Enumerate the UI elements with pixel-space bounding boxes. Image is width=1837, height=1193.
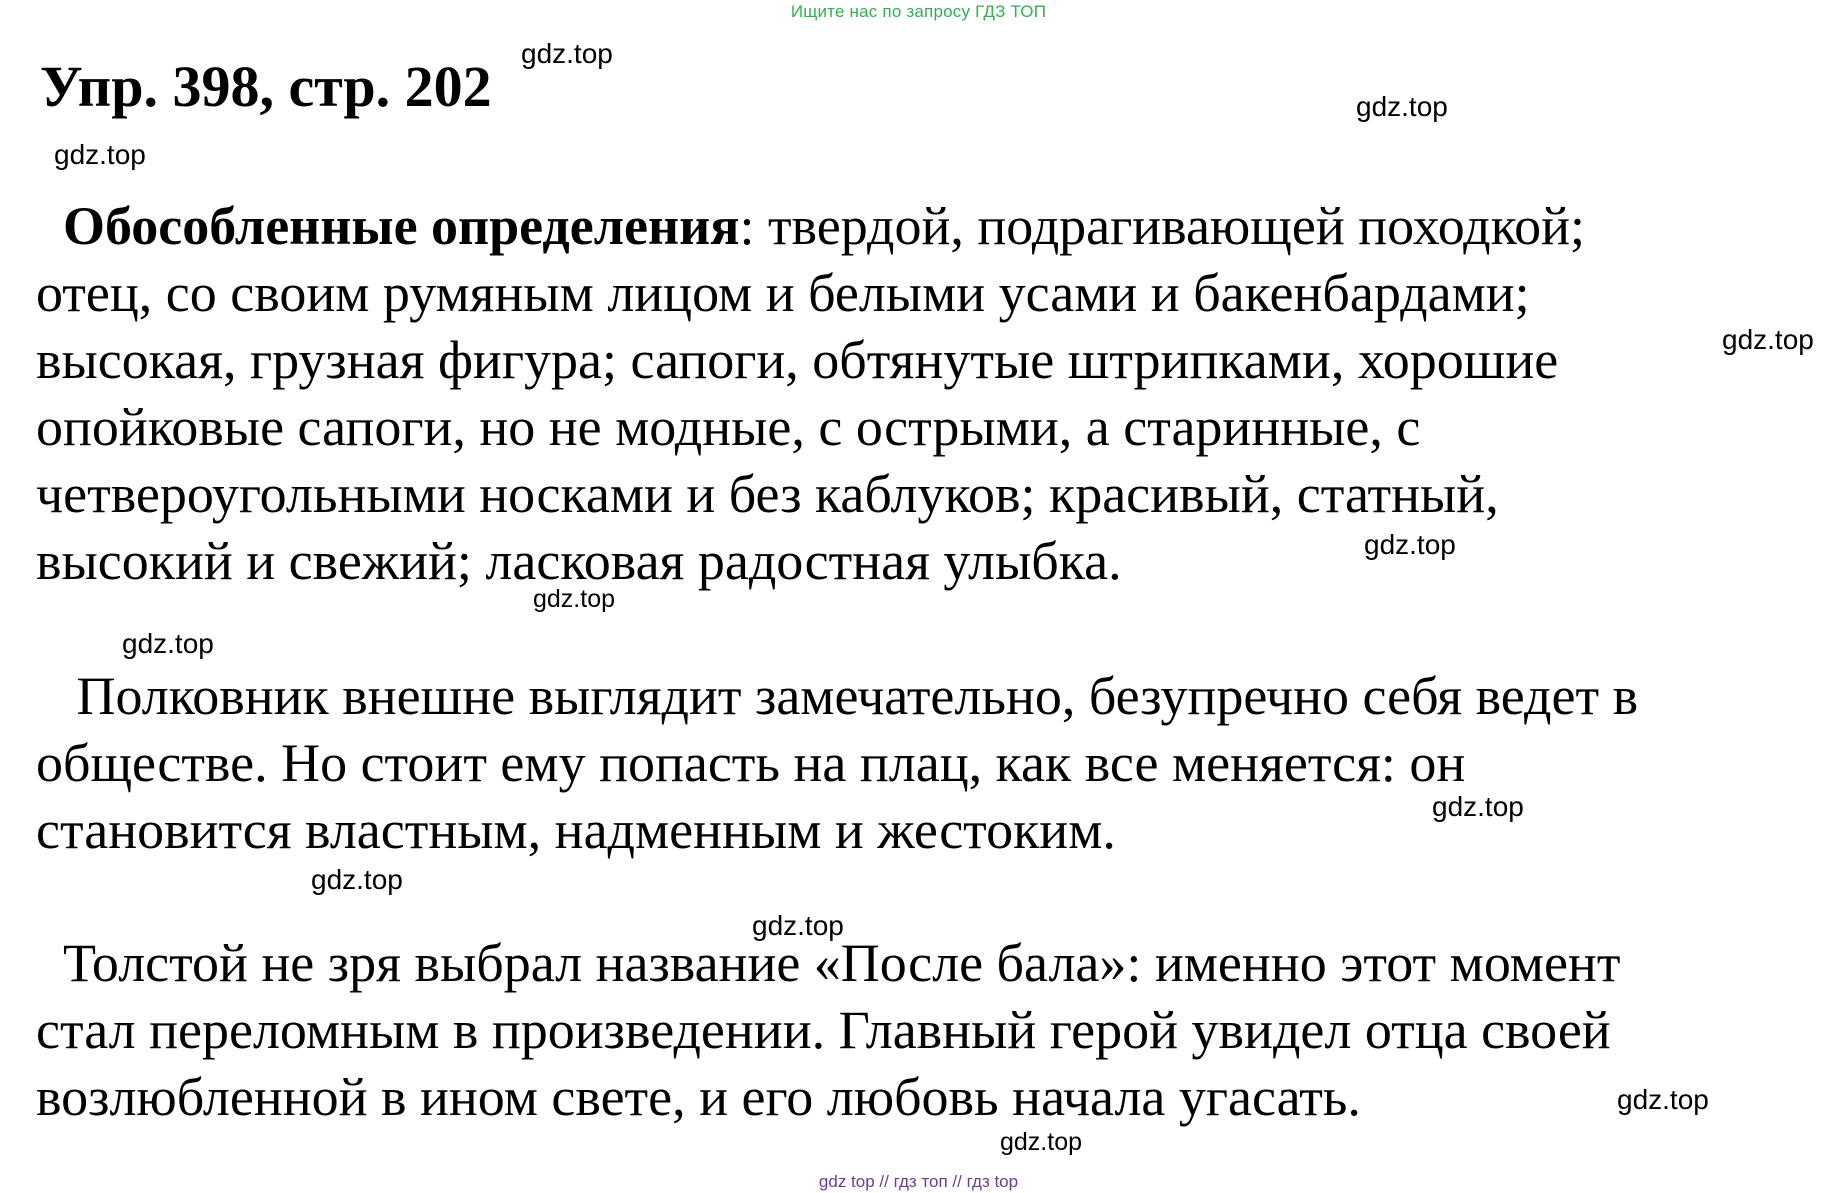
watermark: gdz.top xyxy=(1432,791,1524,822)
paragraph-line xyxy=(36,663,1796,730)
paragraph-line: становится властным, надменным и жестоким. xyxy=(36,800,1116,860)
paragraph-line xyxy=(36,193,1796,260)
paragraph-colonel xyxy=(36,663,1796,864)
paragraph-line-text: Толстой не зря выбрал название «После бала»: именно этот момент xyxy=(63,933,1621,993)
watermark: gdz.top xyxy=(752,910,844,941)
watermark: gdz.top xyxy=(54,139,146,170)
paragraph-tolstoy xyxy=(36,930,1796,1131)
watermark: gdz.top xyxy=(122,628,214,659)
paragraph-line: высокий и свежий; ласковая радостная улыбка. xyxy=(36,531,1122,591)
paragraph-line xyxy=(36,930,1796,997)
watermark: gdz.top xyxy=(533,585,616,613)
paragraph-line-text: Полковник внешне выглядит замечательно, безупречно себя ведет в xyxy=(76,666,1639,726)
watermark: gdz.top xyxy=(311,864,403,895)
paragraph-line: обществе. Но стоит ему попасть на плац, как все меняется: он xyxy=(36,733,1466,793)
page-title: Упр. 398, стр. 202 xyxy=(40,54,492,119)
paragraph-line: четвероугольными носками и без каблуков; красивый, статный, xyxy=(36,464,1499,524)
paragraph-line: опойковые сапоги, но не модные, с острыми, а старинные, с xyxy=(36,397,1421,457)
lead-text: : твердой, подрагивающей походкой; xyxy=(739,196,1586,256)
paragraph-line: возлюбленной в ином свете, и его любовь начала угасать. xyxy=(36,1067,1361,1127)
paragraph-line: высокая, грузная фигура; сапоги, обтянутые штрипками, хорошие xyxy=(36,330,1559,390)
watermark: gdz.top xyxy=(1617,1084,1709,1115)
bold-term: Обособленные определения xyxy=(63,196,740,256)
footer-watermark: gdz top // гдз топ // гдз top xyxy=(818,1172,1019,1191)
watermark: gdz.top xyxy=(1356,91,1448,122)
watermark: gdz.top xyxy=(1722,324,1814,355)
paragraph-line: отец, со своим румяным лицом и белыми усами и бакенбардами; xyxy=(36,263,1530,323)
paragraph-separated-definitions xyxy=(36,193,1796,595)
top-banner: Ищите нас по запросу ГДЗ ТОП xyxy=(790,2,1047,21)
watermark: gdz.top xyxy=(1000,1128,1083,1156)
watermark: gdz.top xyxy=(521,38,613,69)
watermark: gdz.top xyxy=(1364,529,1456,560)
paragraph-line: стал переломным в произведении. Главный герой увидел отца своей xyxy=(36,1000,1611,1060)
